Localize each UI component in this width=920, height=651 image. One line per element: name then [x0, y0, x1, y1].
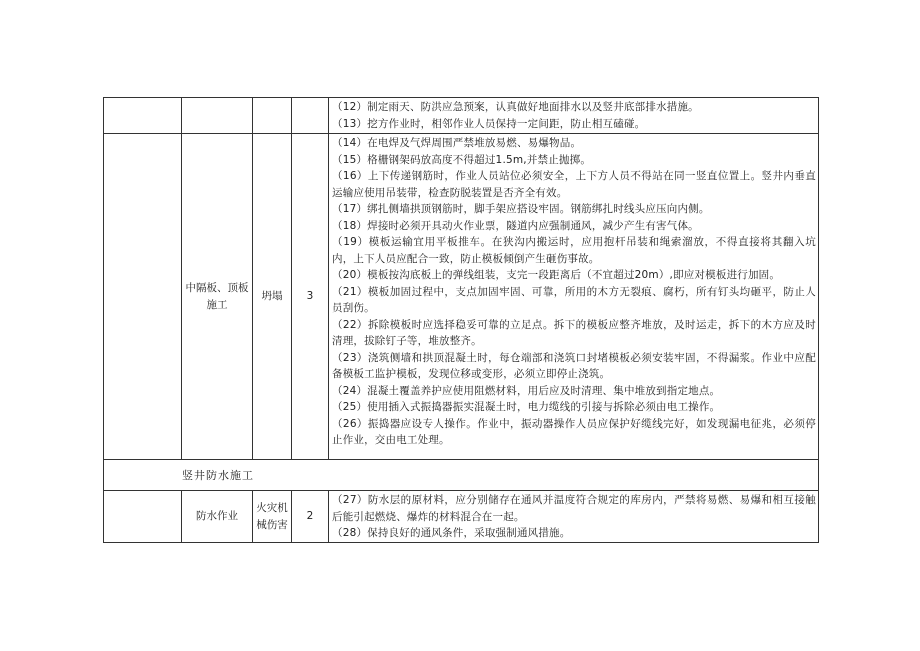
measure-item: （14）在电焊及气焊周围严禁堆放易燃、易爆物品。	[332, 137, 582, 149]
section-row	[104, 460, 819, 491]
hazard-cell: 坍塌	[253, 134, 292, 460]
measures-cell	[329, 98, 819, 134]
table-row	[104, 98, 819, 134]
risk-level-cell	[292, 98, 329, 134]
work-item-cell: 中隔板、顶板施工	[182, 134, 253, 460]
measures-cell	[329, 491, 819, 543]
section-title: 竖井防水施工	[104, 460, 819, 491]
measure-item: （15）格栅钢架码放高度不得超过1.5m,并禁止抛掷。	[332, 153, 592, 166]
table-row	[104, 491, 819, 543]
measure-item: （21）模板加固过程中，支点加固牢固、可靠，所用的木方无裂痕、腐朽，所有钉头均砸平，防止人员刮伤。	[332, 285, 816, 314]
blank-cell	[104, 134, 182, 460]
measure-item: （16）上下传递钢筋时，作业人员站位必须安全，上下方人员不得站在同一竖直位置上。竖井内垂直运输应使用吊装带，检查防脱装置是否齐全有效。	[332, 170, 816, 199]
measure-item: （25）使用插入式振捣器振实混凝土时，电力缆线的引接与拆除必须由电工操作。	[332, 401, 721, 413]
risk-level-cell: 2	[292, 491, 329, 543]
measure-item: （12）制定雨天、防洪应急预案，认真做好地面排水以及竖井底部排水措施。	[332, 101, 699, 113]
measure-item: （19）模板运输宜用平板推车。在狭沟内搬运时，应用抱杆吊装和绳索溜放，不得直接将其翻入坑内，上下人员应配合一致，防止模板倾倒产生砸伤事故。	[332, 236, 816, 265]
risk-level-cell: 3	[292, 134, 329, 460]
blank-cell	[104, 98, 182, 134]
measure-item: （17）绑扎侧墙拱顶钢筋时，脚手架应搭设牢固。钢筋绑扎时线头应压向内侧。	[332, 203, 710, 215]
measure-item: （13）挖方作业时，相邻作业人员保持一定间距，防止相互磕碰。	[332, 117, 646, 130]
measures-cell	[329, 134, 819, 460]
measure-item: （18）焊接时必须开具动火作业票，隧道内应强制通风，减少产生有害气体。	[332, 219, 699, 232]
measure-item: （28）保持良好的通风条件，采取强制通风措施。	[332, 527, 571, 540]
safety-measures-table	[103, 97, 819, 543]
measure-item: （24）混凝土覆盖养护应使用阻燃材料，用后应及时清理、集中堆放到指定地点。	[332, 384, 721, 397]
table-row	[104, 134, 819, 460]
measures-clip	[332, 135, 816, 456]
measure-item: （27）防水层的原材料，应分别储存在通风并温度符合规定的库房内，严禁将易燃、易爆和相互接触后能引起燃烧、爆炸的材料混合在一起。	[332, 494, 816, 523]
hazard-cell	[253, 98, 292, 134]
blank-cell	[104, 491, 182, 543]
measure-item: （26）振捣器应设专人操作。作业中，振动器操作人员应保护好缆线完好，如发现漏电征兆，必须停止作业，交由电工处理。	[332, 417, 816, 446]
measure-item: （22）拆除模板时应选择稳妥可靠的立足点。拆下的模板应整齐堆放，及时运走，拆下的木方应及时清理，拔除钉子等，堆放整齐。	[332, 318, 816, 347]
measure-item: （23）浇筑侧墙和拱顶混凝土时，每仓端部和浇筑口封堵模板必须安装牢固，不得漏浆。作业中应配备模板工监护模板，发现位移或变形，必须立即停止浇筑。	[332, 351, 816, 380]
work-item-cell: 防水作业	[182, 491, 253, 543]
measure-item: （20）模板按沟底板上的弹线组装，支完一段距离后（不宜超过20m）,即应对模板进行加固。	[332, 269, 781, 281]
hazard-cell: 火灾机械伤害	[253, 491, 292, 543]
work-item-cell	[182, 98, 253, 134]
